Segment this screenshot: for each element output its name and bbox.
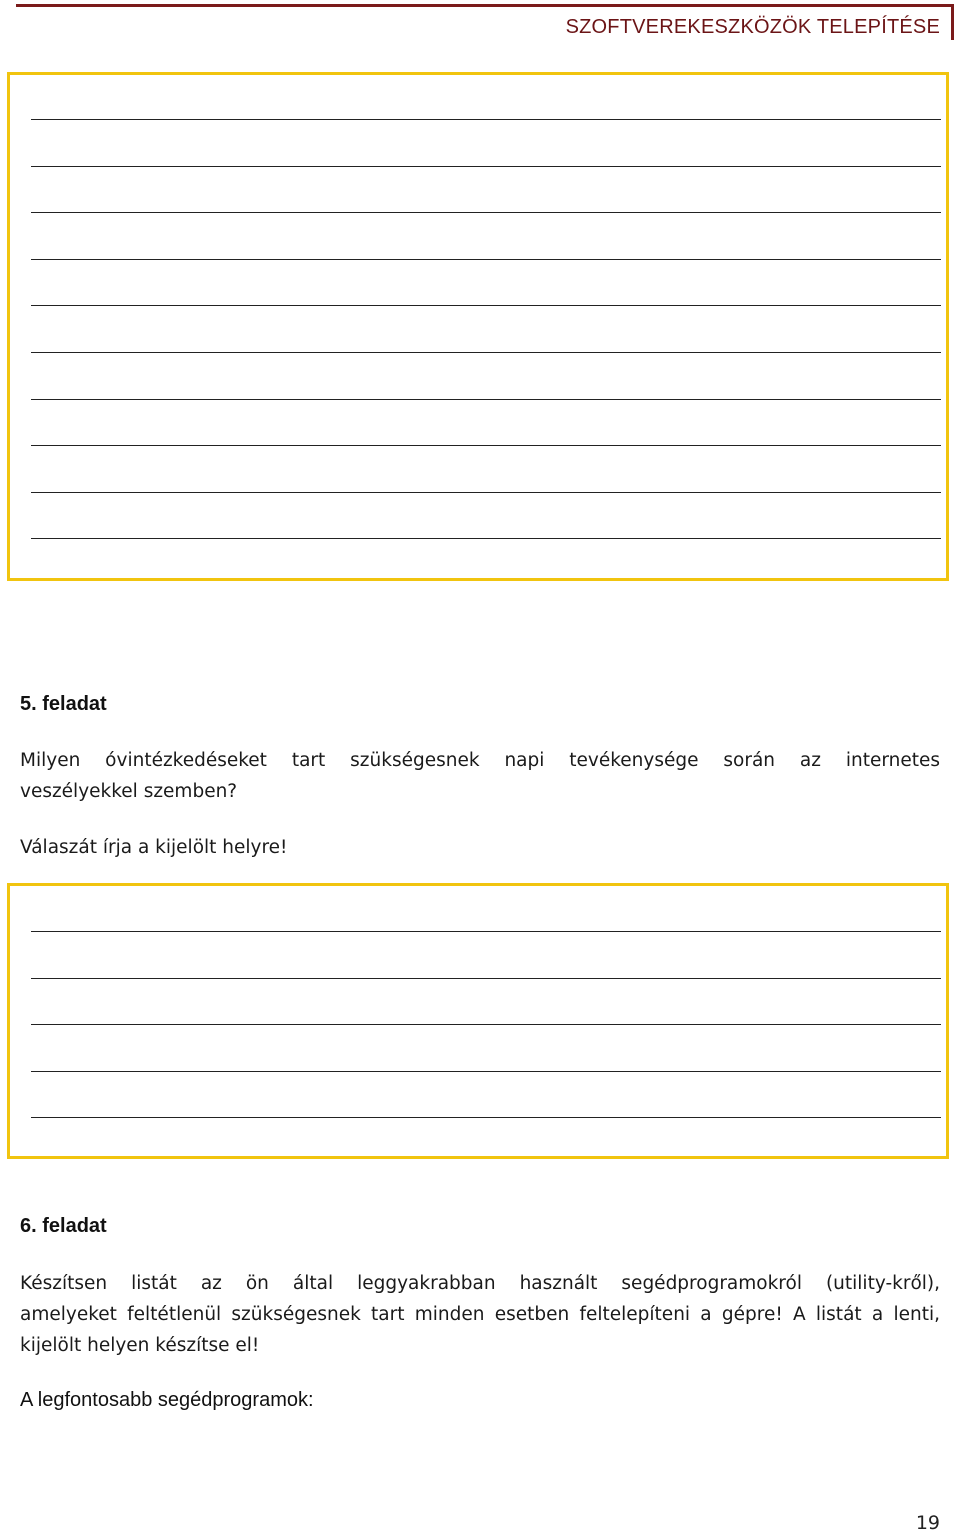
task-6-question-line-3: kijelölt helyen készítse el! [20,1335,260,1356]
answer-line[interactable] [31,305,941,306]
answer-box-previous[interactable] [7,72,949,581]
page-number: 19 [915,1512,940,1534]
answer-line[interactable] [31,538,941,539]
answer-line[interactable] [31,1024,941,1025]
task-5-question-line-1: Milyen óvintézkedéseket tart szükségesnek napi tevékenysége során az internetes [20,750,940,771]
page-header-title: SZOFTVEREKESZKÖZÖK TELEPÍTÉSE [565,16,940,38]
task-5-title: 5. feladat [20,693,107,715]
answer-line[interactable] [31,445,941,446]
task-6-list-heading: A legfontosabb segédprogramok: [20,1389,314,1411]
task-5-question-line-2: veszélyekkel szemben? [20,781,238,802]
task-6-title: 6. feladat [20,1215,107,1237]
task-6-question-line-1: Készítsen listát az ön által leggyakrabban használt segédprogramokról (utility-kről), [20,1273,940,1294]
task-6-question-line-2: amelyeket feltétlenül szükségesnek tart minden esetben feltelepíteni a gépre! A listát a lenti, [20,1304,940,1325]
answer-line[interactable] [31,166,941,167]
task-5-instruction: Válaszát írja a kijelölt helyre! [20,837,288,858]
answer-box-task-5[interactable] [7,883,949,1159]
answer-line[interactable] [31,1071,941,1072]
answer-line[interactable] [31,931,941,932]
header-rule-end [951,4,954,40]
answer-line[interactable] [31,978,941,979]
answer-line[interactable] [31,352,941,353]
answer-line[interactable] [31,1117,941,1118]
answer-line[interactable] [31,492,941,493]
answer-line[interactable] [31,259,941,260]
header-rule [16,4,954,7]
answer-line[interactable] [31,212,941,213]
answer-line[interactable] [31,119,941,120]
answer-line[interactable] [31,399,941,400]
